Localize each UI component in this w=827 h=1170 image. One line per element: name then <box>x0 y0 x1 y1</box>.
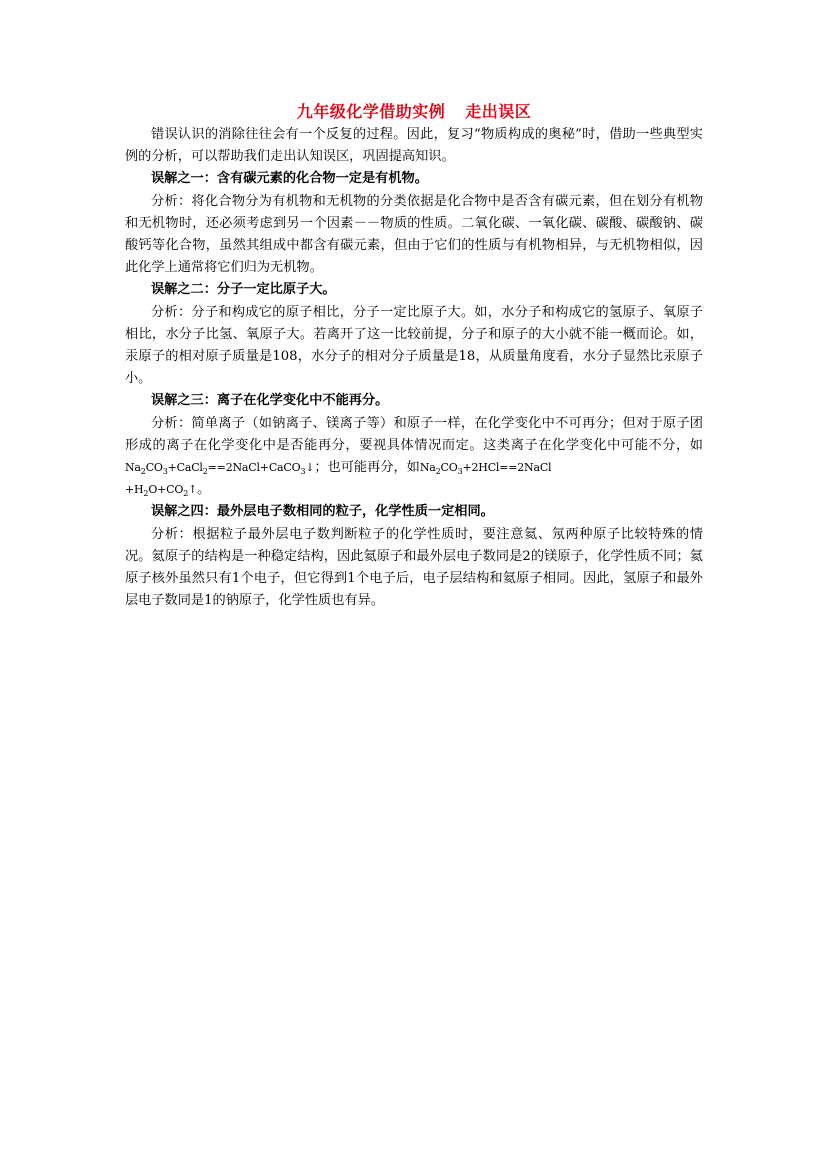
error-4-analysis: 分析：根据粒子最外层电子数判断粒子的化学性质时，要注意氦、氖两种原子比较特殊的情况。氦原子的结构是一种稳定结构，因此氦原子和最外层电子数同是2的镁原子，化学性质不同；氦原子核外虽然只有1个电子，但它得到1个电子后，电子层结构和氦原子相同。因此，氢原子和最外层电子数同是1的钠原子，化学性质也有异。 <box>125 526 703 609</box>
eq2-sub: 3 <box>457 467 463 477</box>
error-2-heading: 误解之二：分子一定比原子大。 <box>151 282 336 298</box>
eq3-sub: 2 <box>183 489 189 499</box>
eq1-products: ==2NaCl+CaCO <box>207 461 301 475</box>
error-1-analysis: 分析：将化合物分为有机物和无机物的分类依据是化合物中是否含有碳元素，但在划分有机物和无机物时，还必须考虑到另一个因素－－物质的性质。二氧化碳、一氧化碳、碳酸、碳酸钠、碳酸钙等化合物，虽然其组成中都含有碳元素，但由于它们的性质与有机物相异，与无机物相似，因此化学上通常将它们归为无机物。 <box>125 193 703 276</box>
chemical-equation-1 <box>125 461 315 477</box>
eq2-co: CO <box>440 461 458 475</box>
error-3-analysis <box>125 413 703 480</box>
error-4-heading: 误解之四：最外层电子数相同的粒子，化学性质一定相同。 <box>151 504 494 520</box>
error-3-analysis-cont <box>125 479 703 501</box>
document-body <box>125 100 703 612</box>
page-title <box>125 100 703 124</box>
chemical-equation-2 <box>419 461 552 477</box>
eq3-sub: 2 <box>143 489 149 499</box>
eq3-co: O+CO <box>148 483 184 497</box>
eq2-products: +2HCl==2NaCl <box>462 461 552 475</box>
sentence-end: 。 <box>197 482 211 498</box>
precipitate-arrow: ↓ <box>305 461 315 475</box>
title-sub: 走出误区 <box>465 102 532 121</box>
eq1-na: Na <box>125 461 141 475</box>
eq1-sub: 2 <box>140 467 146 477</box>
eq1-sub: 3 <box>300 467 306 477</box>
eq2-na: Na <box>419 461 436 475</box>
eq1-sub: 2 <box>202 467 208 477</box>
error-3-analysis-text-b: ；也可能再分，如 <box>314 460 420 476</box>
error-2-analysis: 分析：分子和构成它的原子相比，分子一定比原子大。如，水分子和构成它的氢原子、氧原子相比，水分子比氢、氧原子大。若离开了这一比较前提，分子和原子的大小就不能一概而论。如，汞原子的相对原子质量是108，水分子的相对分子质量是18，从质量角度看，水分子显然比汞原子小。 <box>125 304 703 387</box>
intro-paragraph: 错误认识的消除往往会有一个反复的过程。因此，复习“物质构成的奥秘”时，借助一些典型实例的分析，可以帮助我们走出认知误区，巩固提高知识。 <box>125 127 703 165</box>
error-3-analysis-text-a: 分析：简单离子（如钠离子、镁离子等）和原子一样，在化学变化中不可再分；但对于原子团形成的离子在化学变化中是否能再分，要视具体情况而定。这类离子在化学变化中可能不分，如 <box>125 415 703 453</box>
title-main: 九年级化学借助实例 <box>296 102 446 121</box>
eq1-sub: 3 <box>162 467 168 477</box>
chemical-equation-2-cont <box>125 483 198 499</box>
eq3-h: +H <box>125 483 144 497</box>
eq1-co: CO <box>145 461 163 475</box>
gas-arrow: ↑ <box>188 483 198 497</box>
error-1-heading: 误解之一：含有碳元素的化合物一定是有机物。 <box>151 171 428 187</box>
eq1-cacl: +CaCl <box>167 461 203 475</box>
error-3-heading: 误解之三：离子在化学变化中不能再分。 <box>151 393 389 409</box>
eq2-sub: 2 <box>435 467 441 477</box>
